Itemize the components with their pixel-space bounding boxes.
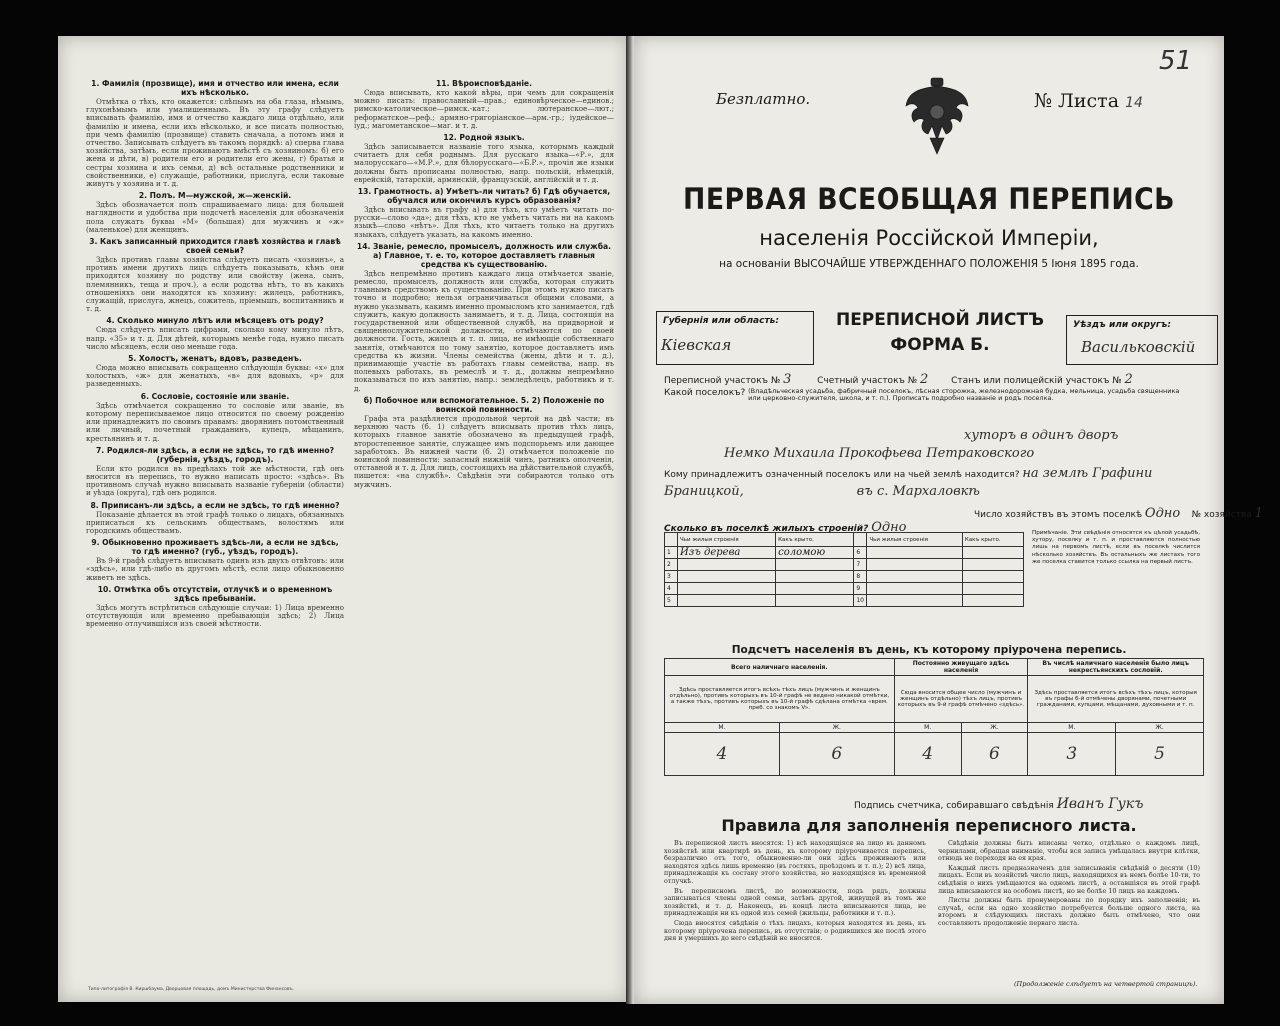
instruction-heading: 10. Отмѣтка объ отсутствіи, отлучкѣ и о временномъ здѣсь пребываніи. xyxy=(97,584,333,603)
instruction-section xyxy=(86,79,344,188)
houses-cell-n2: 8 xyxy=(854,571,867,583)
rule-paragraph: Въ переписной листъ вносятся: 1) всѣ находящіяся на лицо въ данномъ хозяйствѣ или квартирѣ въ день, къ которому пріурочивается перепись, безразлично отъ того, обыкновенно-ли они здѣсь проживаютъ или находятся здѣсь лишь временно (въ гостяхъ, проѣздомъ и т. п.); 2) всѣ лица, принадлежащія къ составу этого хозяйства, но находящіяся въ временной отлучкѣ. xyxy=(664,839,926,885)
instruction-heading: 4. Сколько минуло лѣтъ или мѣсяцевъ отъ роду? xyxy=(106,316,324,326)
count-value-cell: 4 xyxy=(665,733,780,776)
area-numbers-line xyxy=(664,372,1133,387)
instruction-heading: 13. Грамотность. а) Умѣетъ-ли читать? б) Гдѣ обучается, обучался или окончилъ курсъ образованія? xyxy=(357,187,611,206)
count-sex-cell: М. xyxy=(894,723,961,733)
form-title-line-1: ПЕРЕПИСНОЙ ЛИСТЪ xyxy=(835,310,1045,330)
instruction-body: Сюда вписывать, кто какой вѣры, при чемъ для сокращенія можно писать: православный—прав.; единовѣрческое—единов.; римско-католическое—римск.-кат.; лютеранское—лют.; реформатское—реф.; армяно-григоріанское—арм.-гр.; іудейское—іуд.; магометанское—маг. и т. д. xyxy=(354,88,614,130)
settlement-hint: (Владѣльческая усадьба, фабричный поселокъ, лѣсная сторожка, железнодорожная будка, мельница, усадьба священника или церковно-служителя, школа, и т. п.). Прописать подробно названіе и родъ поселка. xyxy=(748,387,1180,402)
houses-cell-roof xyxy=(776,583,854,595)
instruction-heading: 3. Какъ записанный приходится главѣ хозяйства и главѣ своей семьи? xyxy=(89,237,341,256)
instruction-body: Здѣсь отмѣчается сокращенно то сословіе или званіе, въ которому переписываемое лицо относится по своему рожденію или принадлежитъ по своимъ правамъ: дворянинъ потомственный или личный, почетный гражданинъ, купецъ, мѣщанинъ, крестьянинъ и т. д. xyxy=(86,400,344,443)
form-title-line-2: ФОРМА Б. xyxy=(890,335,990,355)
instruction-section xyxy=(86,585,344,629)
rule-paragraph: Сюда вносятся свѣдѣнія о тѣхъ лицахъ, которыя находятся въ день, къ которому пріурочена перепись, въ отсутствіи; о родившихся же послѣ этого дня и умершихъ до него свѣдѣній не вносится. xyxy=(664,918,926,943)
instruction-section xyxy=(86,538,344,582)
household-number-label: № хозяйства xyxy=(1191,510,1252,520)
houses-row xyxy=(665,595,1024,607)
houses-header-whose-2: Чьи жилыя строенія xyxy=(867,533,963,547)
households-line xyxy=(664,506,1263,521)
houses-header-roof-2: Какъ крыто. xyxy=(962,533,1023,547)
houses-cell-roof xyxy=(776,571,854,583)
census-title: ПЕРВАЯ ВСЕОБЩАЯ ПЕРЕПИСЬ xyxy=(683,182,1175,216)
count-desc-permanent: Сюда вносится общее число (мужчинъ и женщинъ отдѣльно) тѣхъ лицъ, противъ которыхъ въ 9-й графѣ отмѣчено «здѣсь». xyxy=(894,676,1028,723)
houses-cell-roof xyxy=(776,559,854,571)
instruction-body: Здѣсь вписывать въ графу а) для тѣхъ, кто умѣетъ читать по-русски—слово «да»; для тѣхъ, кто не умѣетъ читать ни на какомъ языкѣ—слово «нѣтъ». Для тѣхъ, кто читаетъ только на другихъ языкахъ, слѣдуетъ указать, на какомъ именно. xyxy=(354,205,614,239)
owner-label: Кому принадлежитъ означенный поселокъ или на чьей землѣ находится? xyxy=(664,470,1020,480)
houses-cell-empty xyxy=(867,559,963,571)
instruction-body: Отмѣтка о тѣхъ, кто окажется: слѣпымъ на оба глаза, нѣмымъ, глухонѣмымъ или умалишеннымъ. Въ эту графу слѣдуетъ вписывать фамилію, имя и отчество каждаго лица отдѣльно, или фамилію и имена, если ихъ нѣсколько, и все писать полностью, при чемъ фамилію (прозвище) ставить сначала, а потомъ имя и отчество. Записывать слѣдуетъ въ такомъ порядкѣ: а) сперва глава хозяйства, затѣмъ, если проживаютъ вмѣстѣ съ хозяиномъ: б) его жена и дѣти, в) родители его и родители его жены, г) братья и сестры хозяина и ихъ семьи, д) всѣ остальные родственники и свойственники, е) служащіе, работники, прислуга, если таковые живутъ у хозяина и т. д. xyxy=(86,97,344,189)
houses-cell-empty xyxy=(962,595,1023,607)
houses-cell-roof: соломою xyxy=(776,547,854,559)
count-sex-cell: М. xyxy=(1028,723,1116,733)
rules-footer: (Продолженіе слѣдуетъ на четвертой страницѣ). xyxy=(1014,980,1198,988)
settlement-label: Какой поселокъ? xyxy=(664,388,746,398)
houses-row xyxy=(665,547,1024,559)
houses-cell-n: 2 xyxy=(665,559,678,571)
settlement-line xyxy=(664,388,1193,402)
rule-paragraph: Каждый листъ предназначенъ для записыванія свѣдѣній о десяти (10) лицахъ. Если въ хозяйствѣ число лицъ, находящихся въ немъ болѣе 10-ти, то свѣдѣнія о нихъ умѣщаются на одномъ листѣ, а оставшіяся въ этой графѣ лица вписываются на особомъ листѣ, но не болѣе 10 лицъ на каждомъ. xyxy=(938,863,1200,895)
houses-cell-n: 5 xyxy=(665,595,678,607)
instruction-section xyxy=(86,501,344,536)
houses-cell-empty xyxy=(867,583,963,595)
houses-table xyxy=(664,532,1024,607)
instruction-body: Графа эта раздѣляется продольной чертой на двѣ части; въ верхнюю часть (б. 1) слѣдуетъ вписывать против тѣхъ лицъ, которыхъ главное занятіе обозначено въ предыдущей графѣ, второстепенное занятіе, служащее имъ подспорьемъ или дающее заработокъ. Въ нижней части (б. 2) отмѣчается положеніе по воинской повинности: запасный нижній чинъ, ратникъ ополченія, отставной и т. д. Для лицъ, состоящихъ на дѣйствительной службѣ, пишется: «на службѣ». Свѣдѣнія эти собираются только отъ мужчинъ. xyxy=(354,413,614,489)
note-box: Примѣчаніе. Эти свѣдѣнія относятся къ цѣлой усадьбѣ, хутору, поселку и т. п. и проставляются полностью лишь на первомъ листѣ, если въ поселкѣ числится нѣсколько хозяйствъ. Въ остальныхъ же листахъ того же поселка ставится только ссылка на первый листъ. xyxy=(1032,530,1200,565)
households-label: Число хозяйствъ въ этомъ поселкѣ xyxy=(974,510,1143,520)
instruction-heading: 2. Полъ. М—мужской, ж—женскій. xyxy=(138,191,292,201)
houses-row xyxy=(665,571,1024,583)
province-box xyxy=(656,311,814,365)
owner-value-2: Браницкой, xyxy=(664,484,744,499)
instruction-heading: 12. Родной языкъ. xyxy=(443,133,525,143)
archive-page-number: 51 xyxy=(1159,46,1193,76)
instruction-section xyxy=(86,354,344,389)
residential-value: Одно xyxy=(871,520,907,535)
count-values-row xyxy=(665,733,1204,776)
instruction-body: Если кто родился въ предѣлахъ той же мѣстности, гдѣ онъ вносится въ перепись, то нужно написать просто: «здѣсь». Въ противномъ случаѣ нужно вписывать названіе губерніи (области) и уѣзда (округа), гдѣ онъ родился. xyxy=(86,463,344,498)
basis-line: на основаніи ВЫСОЧАЙШЕ УТВЕРЖДЕННАГО ПОЛОЖЕНІЯ 5 Іюня 1895 года. xyxy=(719,258,1139,270)
count-value-cell: 3 xyxy=(1028,733,1116,776)
instruction-body: Въ 9-й графѣ слѣдуетъ вписывать одинъ изъ двухъ отвѣтовъ: или «здѣсь», или гдѣ-либо въ другомъ мѣстѣ, если лицо обыкновенно живетъ не здѣсь. xyxy=(86,556,344,582)
rules-column-1 xyxy=(664,840,926,945)
instruction-heading: 7. Родился-ли здѣсь, а если не здѣсь, то гдѣ именно? (губернія, уѣздъ, городъ). xyxy=(96,445,334,464)
houses-cell-empty xyxy=(962,547,1023,559)
sheet-number-label: № Листа xyxy=(1034,90,1120,112)
rule-paragraph: Въ переписномъ листѣ, по возможности, подъ рядъ, должны записываться члены одной семьи, затѣмъ другой, живущей въ томъ же хозяйствѣ, и т. д. Наконецъ, въ концѣ листа вписываются лица, не принадлежащія ни къ одной изъ семей (жильцы, работники и т. п.). xyxy=(664,886,926,918)
owner-value-1: на землѣ Графини xyxy=(1022,466,1153,481)
instruction-section xyxy=(86,191,344,234)
rule-paragraph: Свѣдѣнія должны быть вписаны четко, отдѣльно о каждомъ лицѣ, чернилами, обращая вниманіе, чтобы вся запись умѣщалась внутри клѣтки, отнюдь не переходя на ея края. xyxy=(938,839,1200,863)
houses-header-whose: Чьи жилыя строенія xyxy=(678,533,776,547)
houses-cell-empty xyxy=(962,583,1023,595)
settlement-value-1: хуторъ в одинъ дворъ xyxy=(964,428,1119,443)
count-sex-cell: Ж. xyxy=(961,723,1028,733)
instruction-section xyxy=(86,316,344,351)
houses-cell-empty xyxy=(867,547,963,559)
count-header-nonpeasant: Въ числѣ наличнаго населенія было лицъ некрестьянскихъ сословій. xyxy=(1028,659,1204,676)
houses-cell-n2: 9 xyxy=(854,583,867,595)
instruction-section xyxy=(354,187,614,239)
left-column-2 xyxy=(354,76,614,972)
province-label: Губернія или область: xyxy=(663,316,779,326)
houses-cell-empty xyxy=(962,571,1023,583)
houses-cell-n: 3 xyxy=(665,571,678,583)
residential-label: Сколько въ поселкѣ жилыхъ строеній? xyxy=(664,524,869,534)
houses-cell-whose xyxy=(678,571,776,583)
free-label: Безплатно. xyxy=(716,90,811,108)
instruction-body: Сюда можно вписывать сокращенно слѣдующія буквы: «х» для холостыхъ, «ж» для женатыхъ, «в» для вдовыхъ, «р» для разведенныхъ. xyxy=(86,363,344,389)
police-area-value: 2 xyxy=(1124,372,1133,387)
instruction-body: Здѣсь могутъ встрѣтиться слѣдующіе случаи: 1) Лица временно отсутствующія или временно пребывающія здѣсь; 2) Лица временно отлучившіяся изъ своей мѣстности. xyxy=(86,602,344,629)
instruction-section xyxy=(86,446,344,498)
household-number-value: 1 xyxy=(1254,506,1263,521)
count-header-row xyxy=(665,659,1204,676)
instruction-heading: 6. Сословіе, состояніе или званіе. xyxy=(140,391,290,401)
instruction-body: Здѣсь противъ главы хозяйства слѣдуетъ писать «хозяинъ», а противъ имени другихъ лицъ слѣдуетъ показывать, кѣмъ они приходятся хозяину по родству или свойству (жена, сынъ, племянникъ, теща и проч.), а если родства нѣтъ, то въ какихъ отношеніяхъ они находятся къ хозяину: жилецъ, работникъ, служащій, прислуга, жнецъ, сожитель, пріемышъ, воспитанникъ и т. д. xyxy=(86,255,344,314)
rules-column-2 xyxy=(938,840,1200,930)
houses-cell-whose xyxy=(678,595,776,607)
houses-row xyxy=(665,559,1024,571)
instruction-section xyxy=(354,133,614,184)
count-value-cell: 5 xyxy=(1116,733,1204,776)
count-desc-present: Здѣсь проставляется итогъ всѣхъ тѣхъ лицъ (мужчинъ и женщинъ отдѣльно), противъ которыхъ въ 10-й графѣ не ведено никакой отмѣтки, а также тѣхъ, противъ которыхъ въ 10-й графѣ сдѣлана отмѣтка «врем. преб. со знакомъ V». xyxy=(665,676,895,723)
houses-cell-n: 4 xyxy=(665,583,678,595)
houses-cell-n: 1 xyxy=(665,547,678,559)
province-value: Кіевская xyxy=(661,336,732,354)
instruction-section xyxy=(354,396,614,489)
instruction-heading: б) Побочное или вспомогательное. 5. 2) Положеніе по воинской повинности. xyxy=(363,395,605,414)
settlement-value-line xyxy=(664,428,1118,443)
count-sex-cell: Ж. xyxy=(779,723,894,733)
settlement-value-line-2 xyxy=(664,446,1034,461)
instruction-body: Показаніе дѣлается въ этой графѣ только о лицахъ, обязанныхъ приписаться къ сельскимъ обществамъ, волостямъ или городскимъ обществамъ. xyxy=(86,509,344,535)
count-title: Подсчетъ населенія въ день, къ которому пріурочена перепись. xyxy=(731,644,1127,656)
signature-line xyxy=(854,796,1144,812)
houses-header-roof: Какъ крыто. xyxy=(776,533,854,547)
district-box xyxy=(1066,315,1218,365)
houses-cell-n2: 7 xyxy=(854,559,867,571)
census-area-value: 3 xyxy=(783,372,792,387)
rule-paragraph: Листы должны быть пронумерованы по порядку ихъ заполненія; въ случаѣ, если на одно хозяйство потребуется больше одного листа, на второмъ и слѣдующихъ листахъ должно быть отмѣчено, что они составляютъ продолженіе перваго листа. xyxy=(938,896,1200,927)
count-value-cell: 6 xyxy=(779,733,894,776)
instruction-heading: 9. Обыкновенно проживаетъ здѣсь-ли, а если не здѣсь, то гдѣ именно? (губ., уѣздъ, городъ). xyxy=(91,538,339,557)
instruction-section xyxy=(86,237,344,313)
instruction-body: Здѣсь записывается названіе того языка, которымъ каждый считаетъ для себя роднымъ. Для русскаго языка—«Р.», для малорусскаго—«М.Р.», для бѣлорусскаго—«Б.Р.», прочія же языки должны быть прописаны полностью, напр. польскій, нѣмецкій, еврейскій, татарскій, армянскій, французскій, англійскій и т. д. xyxy=(354,142,614,184)
instruction-heading: 14. Званіе, ремесло, промыселъ, должность или служба. а) Главное, т. е. то, которое доставляетъ главныя средства къ существованію. xyxy=(356,241,612,269)
count-desc-nonpeasant: Здѣсь проставляется итогъ всѣхъ тѣхъ лицъ, которыя въ графы 6-й отмѣчены дворянами, почетными гражданами, купцами, мѣщанами, духовными и т. п. xyxy=(1028,676,1204,723)
houses-cell-whose xyxy=(678,583,776,595)
sheet-number-value: 14 xyxy=(1125,95,1143,111)
counter-area-value: 2 xyxy=(919,372,929,387)
count-header-permanent: Постоянно живущаго здѣсь населенія xyxy=(894,659,1028,676)
left-column-1 xyxy=(86,76,344,972)
houses-cell-roof xyxy=(776,595,854,607)
count-sex-cell: Ж. xyxy=(1116,723,1204,733)
count-value-cell: 4 xyxy=(894,733,961,776)
census-subtitle: населенія Россійской Имперіи, xyxy=(759,226,1099,250)
households-value: Одно xyxy=(1144,506,1181,521)
sheet-number xyxy=(1034,90,1143,112)
houses-cell-whose xyxy=(678,559,776,571)
signature-value: Иванъ Гукъ xyxy=(1056,796,1144,812)
instruction-heading: 8. Приписанъ-ли здѣсь, а если не здѣсь, то гдѣ именно? xyxy=(90,500,340,510)
owner-line xyxy=(664,466,1152,481)
instruction-section xyxy=(86,392,344,443)
houses-cell-n2: 10 xyxy=(854,595,867,607)
count-table xyxy=(664,658,1204,776)
instruction-section xyxy=(354,79,614,130)
houses-table-header xyxy=(665,533,1024,547)
count-header-present: Всего наличнаго населенія. xyxy=(665,659,895,676)
instruction-heading: 11. Вѣроисповѣданіе. xyxy=(436,79,532,88)
instruction-section xyxy=(354,242,614,393)
settlement-value-2: Немко Михаила Прокофьева Петраковского xyxy=(724,446,1035,461)
houses-cell-whose: Изъ дерева xyxy=(678,547,776,559)
district-value: Васильковскій xyxy=(1081,338,1196,356)
houses-row xyxy=(665,583,1024,595)
count-sex-cell: М. xyxy=(665,723,780,733)
rules-title: Правила для заполненія переписного листа. xyxy=(721,816,1137,835)
count-value-cell: 6 xyxy=(961,733,1028,776)
count-sex-row xyxy=(665,723,1204,733)
instruction-heading: 5. Холостъ, женатъ, вдовъ, разведенъ. xyxy=(128,354,302,364)
police-area-label: Станъ или полицейскій участокъ № xyxy=(951,376,1122,386)
signature-label: Подпись счетчика, собиравшаго свѣдѣнія xyxy=(854,801,1054,811)
houses-cell-empty xyxy=(867,571,963,583)
count-desc-row xyxy=(665,676,1204,723)
census-area-label: Переписной участокъ № xyxy=(664,376,781,386)
instruction-body: Сюда слѣдуетъ вписать цифрами, сколько кому минуло лѣтъ, напр. «35» и т. д. Для дѣтей, которымъ менѣе года, нужно писать число мѣсяцевъ, если оно меньше года. xyxy=(86,325,344,351)
houses-cell-n2: 6 xyxy=(854,547,867,559)
counter-area-label: Счетный участокъ № xyxy=(817,376,918,386)
owner-line-2 xyxy=(664,484,980,499)
houses-cell-empty xyxy=(867,595,963,607)
instruction-body: Здѣсь обозначается полъ спрашиваемаго лица: для большей наглядности и удобства при подсчетѣ населенія для обозначенія пола служатъ буквы «М» (большая) для мужчинъ и «ж» (маленькое) для женщинъ. xyxy=(86,200,344,234)
instruction-body: Здѣсь непремѣнно противъ каждаго лица отмѣчается званіе, ремесло, промыселъ, должность или служба, которая служитъ главнымъ средствомъ къ существованію. При этомъ нужно писать точно и подробно; нельзя ограничиваться общими словами, а нужно указывать, какимъ именно промысломъ кто занимается, гдѣ служитъ, какую должность занимаетъ, и т. д. Лица, состоящія на государственной или общественной службѣ, на придворной и священнослужительской должности, отмѣчаются по своей должности. Гость, жилецъ и т. п. лица, не имѣющіе собственнаго занятія, отмѣчаются по тому занятію, которое доставляетъ имъ средства къ жизни. Члены семейства (жены, дѣти и т. д.), принимающіе участіе въ работахъ главы семейства, напр. въ полевыхъ работахъ, въ ремеслѣ и т. д., должны непремѣнно показываться по ихъ занятію, напр.: земледѣлецъ, работникъ и т. д. xyxy=(354,268,614,393)
form-title xyxy=(820,308,1060,358)
district-label: Уѣздъ или округъ: xyxy=(1073,320,1171,330)
right-page-census-form xyxy=(634,36,1263,1004)
left-page-instructions xyxy=(58,36,628,1002)
instruction-heading: 1. Фамилія (прозвище), имя и отчество или имена, если ихъ нѣсколько. xyxy=(91,79,339,97)
imperial-eagle-icon xyxy=(902,76,972,156)
owner-value-3: въ с. Мархаловкѣ xyxy=(856,484,980,499)
printer-footer: Типо-литографія В. Киршбаума, Дворцовая площадь, домъ Министерства Финансовъ. xyxy=(88,987,295,992)
houses-cell-empty xyxy=(962,559,1023,571)
